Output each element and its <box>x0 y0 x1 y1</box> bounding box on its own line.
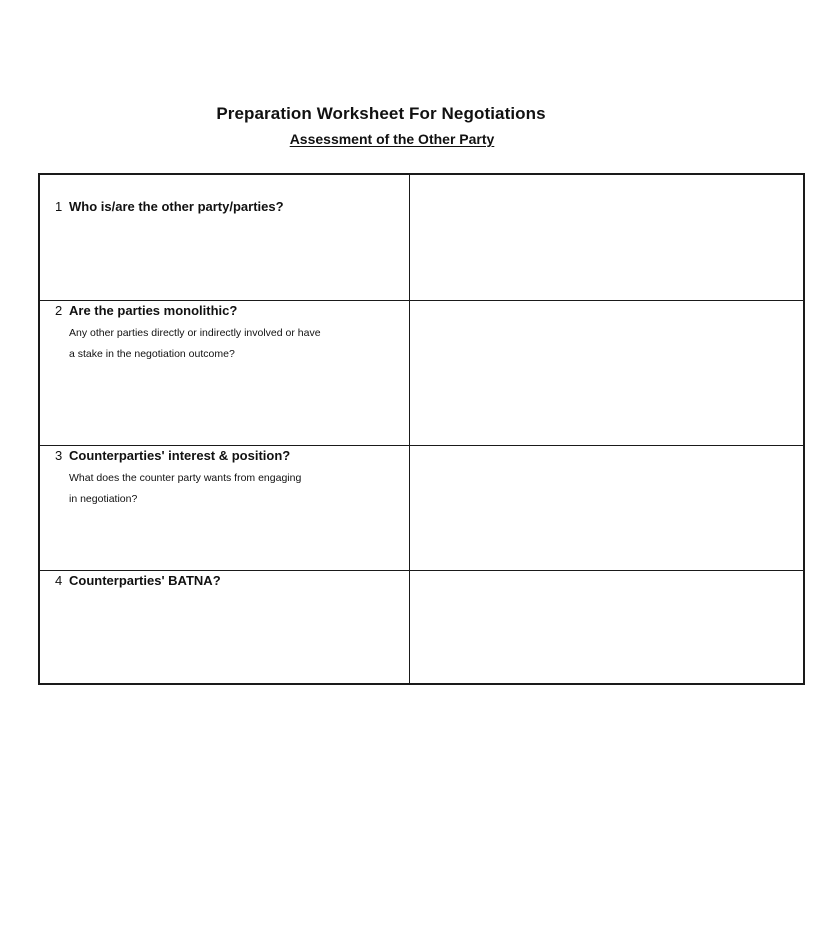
question-title: Counterparties' interest & position? <box>69 448 291 463</box>
worksheet-row-4 <box>40 570 803 683</box>
question-number: 2 <box>55 303 63 318</box>
question-number: 1 <box>55 199 63 214</box>
answer-cell-3[interactable] <box>410 446 803 570</box>
question-number: 4 <box>55 573 63 588</box>
question-title: Counterparties' BATNA? <box>69 573 221 588</box>
question-detail-line: a stake in the negotiation outcome? <box>69 348 235 360</box>
page-subtitle: Assessment of the Other Party <box>289 131 495 147</box>
question-title: Who is/are the other party/parties? <box>69 199 284 214</box>
question-detail-line: What does the counter party wants from engaging <box>69 472 302 484</box>
worksheet-table <box>38 173 805 685</box>
question-title: Are the parties monolithic? <box>69 303 238 318</box>
page-title: Preparation Worksheet For Negotiations <box>216 104 546 123</box>
question-detail-line: Any other parties directly or indirectly involved or have <box>69 327 321 339</box>
answer-cell-4[interactable] <box>410 571 803 683</box>
question-detail-line: in negotiation? <box>69 493 138 505</box>
worksheet-row-3 <box>40 445 803 570</box>
answer-cell-2[interactable] <box>410 301 803 445</box>
answer-cell-1[interactable] <box>410 175 803 300</box>
worksheet-row-2 <box>40 300 803 445</box>
worksheet-row-1 <box>40 175 803 300</box>
question-number: 3 <box>55 448 63 463</box>
